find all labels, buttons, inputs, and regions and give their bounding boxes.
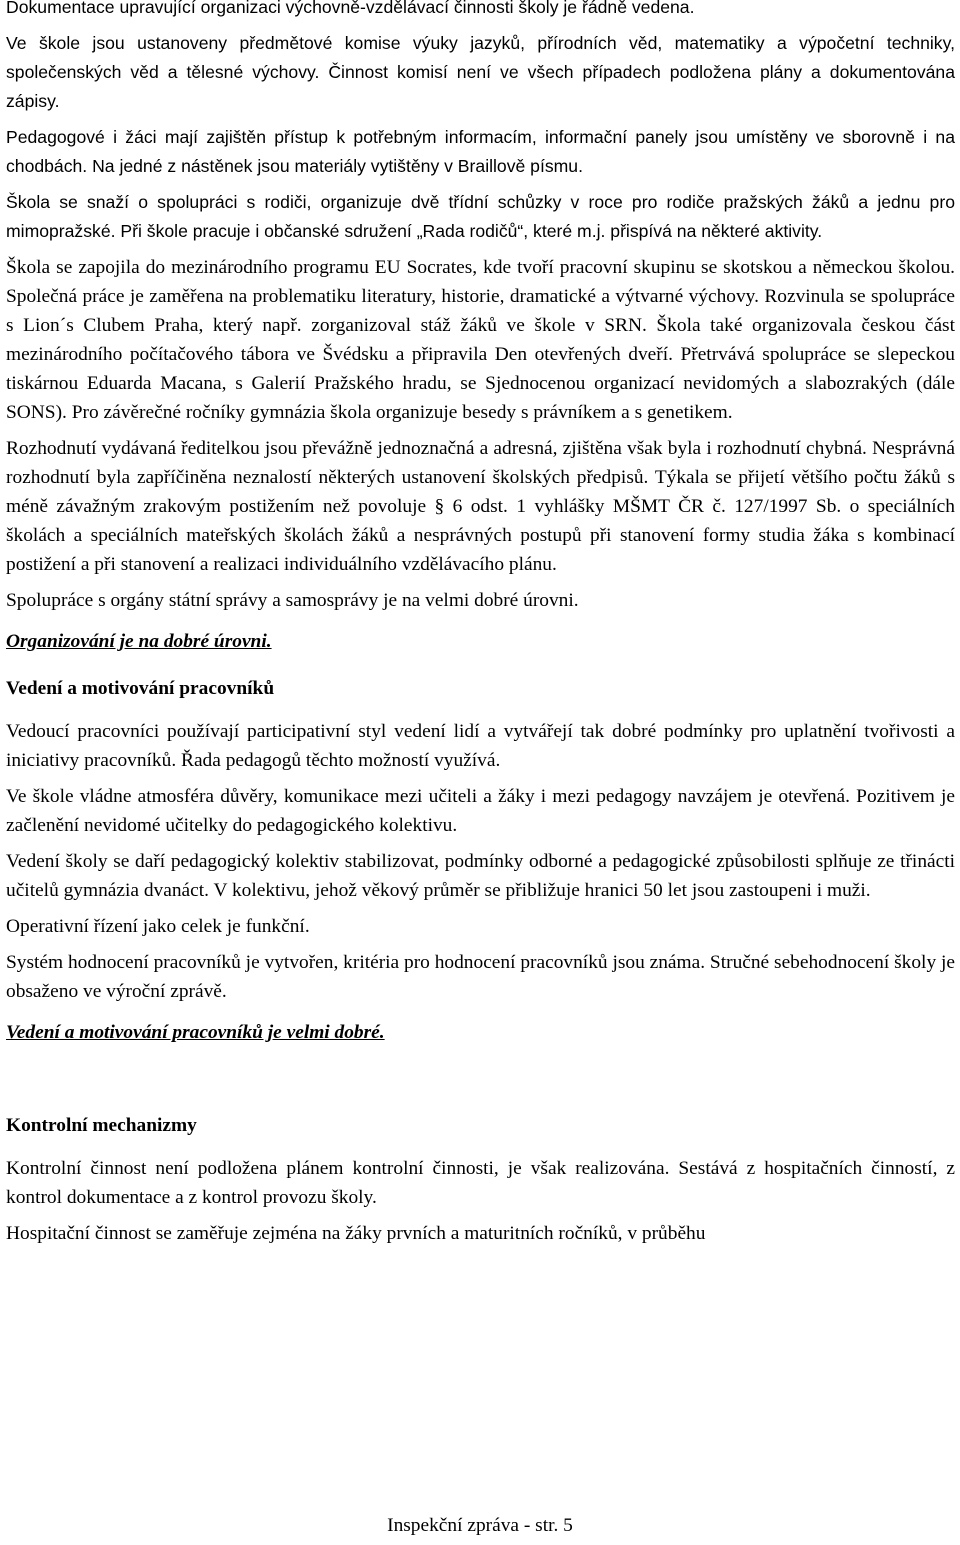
paragraph-information-access: Pedagogové i žáci mají zajištěn přístup k potřebným informacím, informační panely jsou umístěny ve sborovně i na chodbách. Na jedné z nástěnek jsou materiály vytištěny v Braillově písmu. xyxy=(6,127,955,176)
verdict-staff-leadership: Vedení a motivování pracovníků je velmi dobré. xyxy=(6,1022,385,1043)
paragraph-parent-cooperation: Škola se snaží o spolupráci s rodiči, organizuje dvě třídní schůzky v roce pro rodiče pražských žáků a jednu pro mimopražské. Při škole pracuje i občanské sdružení „Rada rodičů“, které m.j. přispívá na některé aktivity. xyxy=(6,192,955,241)
page-footer: Inspekční zpráva - str. 5 xyxy=(387,1515,573,1536)
paragraph-participative-style: Vedoucí pracovníci používají participativní styl vedení lidí a vytvářejí tak dobré podmínky pro uplatnění tvořivosti a iniciativy pracovníků. Řada pedagogů těchto možností využívá. xyxy=(6,721,955,771)
paragraph-state-cooperation: Spolupráce s orgány státní správy a samosprávy je na velmi dobré úrovni. xyxy=(6,590,579,611)
paragraph-inspection-activity: Hospitační činnost se zaměřuje zejména na žáky prvních a maturitních ročníků, v průběhu xyxy=(6,1223,706,1244)
verdict-organization: Organizování je na dobré úrovni. xyxy=(6,631,272,652)
paragraph-documentation: Dokumentace upravující organizaci výchovně-vzdělávací činnosti školy je řádně vedena. xyxy=(6,0,695,17)
paragraph-staff-stability: Vedení školy se daří pedagogický kolektiv stabilizovat, podmínky odborné a pedagogické způsobilosti splňuje ze třinácti učitelů gymnázia dvanáct. V kolektivu, jehož věkový průměr se přibližuje hranici 50 let jsou zastoupeni i muži. xyxy=(6,851,955,901)
heading-staff-leadership: Vedení a motivování pracovníků xyxy=(6,678,275,699)
paragraph-subject-committees: Ve škole jsou ustanoveny předmětové komise výuky jazyků, přírodních věd, matematiky a výpočetní techniky, společenských věd a tělesné výchovy. Činnost komisí není ve všech případech podložena plány a dokumentována zápisy. xyxy=(6,33,955,111)
paragraph-decisions: Rozhodnutí vydávaná ředitelkou jsou převážně jednoznačná a adresná, zjištěna však byla i rozhodnutí chybná. Nesprávná rozhodnutí byla zapříčiněna neznalostí některých ustanovení školských předpisů. Týkala se přijetí většího počtu žáků s méně závažným zrakovým postižením než povoluje § 6 odst. 1 vyhlášky MŠMT ČR č. 127/1997 Sb. o speciálních školách a speciálních mateřských školách žáků a nesprávných postupů při stanovení formy studia žáka s kombinací postižení a při stanovení a realizaci individuálního vzdělávacího plánu. xyxy=(6,438,955,575)
document-page xyxy=(6,0,955,1255)
paragraph-international-programs: Škola se zapojila do mezinárodního programu EU Socrates, kde tvoří pracovní skupinu se skotskou a německou školou. Společná práce je zaměřena na problematiku literatury, historie, dramatické a výtvarné výchovy. Rozvinula se spolupráce s Lion´s Clubem Praha, který např. zorganizoval stáž žáků ve škole v SRN. Škola také organizovala českou část mezinárodního počítačového tábora ve Švédsku a připravila Den otevřených dveří. Přetrvává spolupráce se slepeckou tiskárnou Eduarda Macana, s Galerií Pražského hradu, se Sjednocenou organizací nevidomých a slabozrakých (dále SONS). Pro závěrečné ročníky gymnázia škola organizuje besedy s právníkem a s genetikem. xyxy=(6,257,955,423)
heading-control-mechanisms: Kontrolní mechanizmy xyxy=(6,1115,197,1136)
paragraph-operative-management: Operativní řízení jako celek je funkční. xyxy=(6,916,310,937)
paragraph-evaluation-system: Systém hodnocení pracovníků je vytvořen, kritéria pro hodnocení pracovníků jsou známa. Stručné sebehodnocení školy je obsaženo ve výroční zprávě. xyxy=(6,952,955,1002)
paragraph-atmosphere: Ve škole vládne atmosféra důvěry, komunikace mezi učiteli a žáky i mezi pedagogy navzájem je otevřená. Pozitivem je začlenění nevidomé učitelky do pedagogického kolektivu. xyxy=(6,786,955,836)
paragraph-control-activity: Kontrolní činnost není podložena plánem kontrolní činnosti, je však realizována. Sestává z hospitačních činností, z kontrol dokumentace a z kontrol provozu školy. xyxy=(6,1158,955,1208)
